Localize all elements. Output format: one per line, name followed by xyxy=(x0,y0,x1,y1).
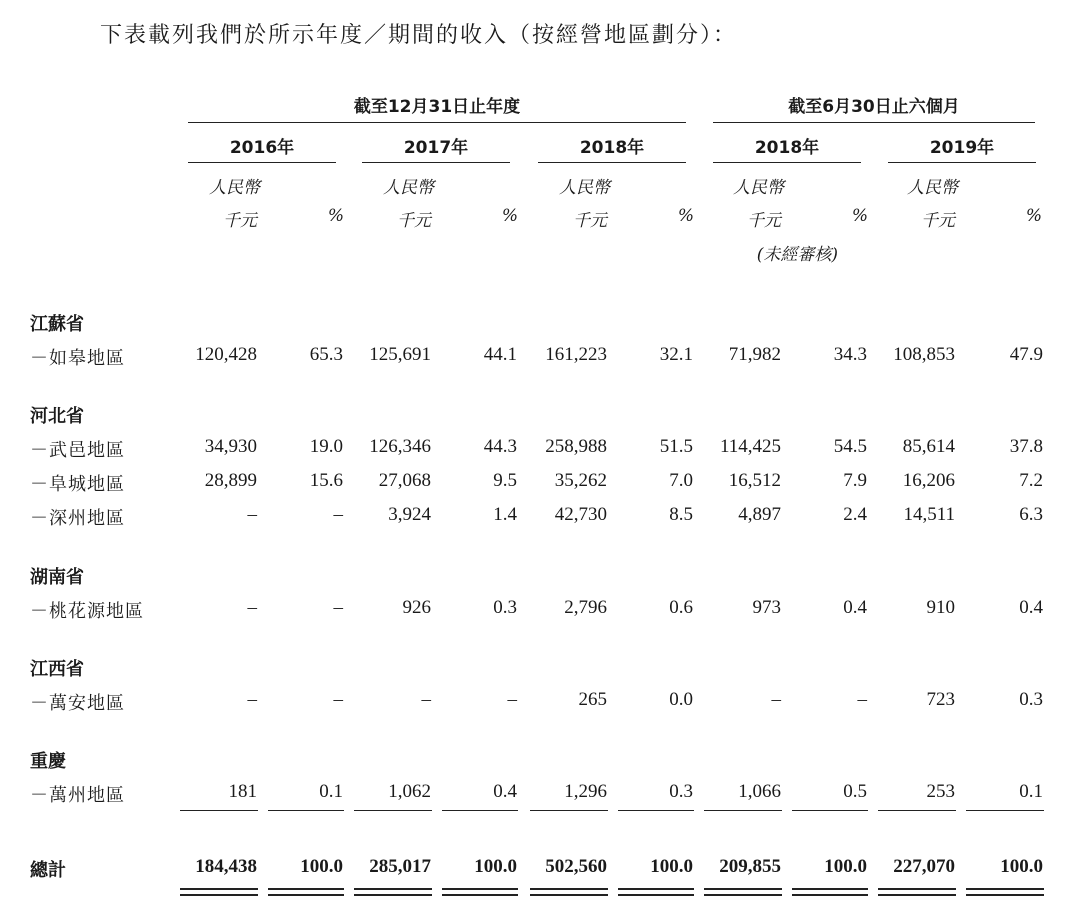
currency-label: 人民幣 xyxy=(559,178,610,198)
total-double-underline xyxy=(442,894,518,896)
province-label: 湖南省 xyxy=(30,567,84,588)
currency-label: 人民幣 xyxy=(907,178,958,198)
revenue-cell: 161,223 xyxy=(545,344,607,365)
subtotal-underline xyxy=(180,810,258,811)
percent-cell: 7.2 xyxy=(1019,470,1043,491)
revenue-cell: 34,930 xyxy=(204,436,257,457)
total-revenue-cell: 184,438 xyxy=(195,856,257,877)
percent-cell: 0.4 xyxy=(1019,597,1043,618)
total-revenue-cell: 227,070 xyxy=(893,856,955,877)
revenue-cell: 28,899 xyxy=(204,470,257,491)
subtotal-underline xyxy=(618,810,694,811)
revenue-cell: 2,796 xyxy=(564,597,607,618)
region-label: －武邑地區 xyxy=(30,440,125,461)
total-double-underline xyxy=(530,888,608,890)
percent-cell: 0.5 xyxy=(843,781,867,802)
revenue-cell: – xyxy=(247,504,257,525)
total-double-underline xyxy=(354,894,432,896)
year-underline xyxy=(713,162,861,163)
total-percent-cell: 100.0 xyxy=(474,856,517,877)
region-label: －如皋地區 xyxy=(30,348,125,369)
total-double-underline xyxy=(878,894,956,896)
revenue-cell: 14,511 xyxy=(903,504,955,525)
percent-label: % xyxy=(327,206,344,226)
percent-label: % xyxy=(501,206,518,226)
percent-cell: 0.6 xyxy=(669,597,693,618)
total-percent-cell: 100.0 xyxy=(1000,856,1043,877)
revenue-cell: – xyxy=(771,689,781,710)
total-double-underline xyxy=(530,894,608,896)
currency-label: 人民幣 xyxy=(383,178,434,198)
group-underline-half xyxy=(713,122,1035,123)
percent-cell: 32.1 xyxy=(659,344,693,365)
percent-cell: 1.4 xyxy=(493,504,517,525)
region-label: －萬安地區 xyxy=(30,693,125,714)
revenue-cell: 1,296 xyxy=(564,781,607,802)
percent-cell: 37.8 xyxy=(1009,436,1043,457)
revenue-cell: 125,691 xyxy=(369,344,431,365)
group-header-six-months: 截至6月30日止六個月 xyxy=(788,97,960,117)
revenue-cell: 16,512 xyxy=(728,470,781,491)
total-percent-cell: 100.0 xyxy=(300,856,343,877)
total-double-underline xyxy=(792,888,868,890)
revenue-cell: 71,982 xyxy=(728,344,781,365)
percent-cell: 19.0 xyxy=(309,436,343,457)
total-double-underline xyxy=(966,888,1044,890)
unaudited-label: (未經審核) xyxy=(756,245,838,265)
percent-cell: 7.0 xyxy=(669,470,693,491)
total-revenue-cell: 502,560 xyxy=(545,856,607,877)
percent-cell: 15.6 xyxy=(309,470,343,491)
total-double-underline xyxy=(704,888,782,890)
total-double-underline xyxy=(442,888,518,890)
percent-cell: 0.3 xyxy=(1019,689,1043,710)
revenue-cell: 126,346 xyxy=(369,436,431,457)
percent-cell: – xyxy=(333,689,343,710)
currency-label: 人民幣 xyxy=(733,178,784,198)
percent-cell: 44.3 xyxy=(483,436,517,457)
group-underline-year xyxy=(188,122,686,123)
percent-cell: 8.5 xyxy=(669,504,693,525)
percent-cell: – xyxy=(333,504,343,525)
revenue-cell: 1,062 xyxy=(388,781,431,802)
percent-cell: 34.3 xyxy=(833,344,867,365)
subtotal-underline xyxy=(966,810,1044,811)
year-header-2017: 2017年 xyxy=(403,138,469,158)
percent-cell: 9.5 xyxy=(493,470,517,491)
percent-cell: 2.4 xyxy=(843,504,867,525)
year-header-2019-h1: 2019年 xyxy=(929,138,995,158)
region-label: －桃花源地區 xyxy=(30,601,144,622)
province-label: 江蘇省 xyxy=(30,314,84,335)
total-double-underline xyxy=(268,888,344,890)
revenue-cell: 120,428 xyxy=(195,344,257,365)
subtotal-underline xyxy=(792,810,868,811)
revenue-cell: 181 xyxy=(228,781,257,802)
percent-cell: – xyxy=(333,597,343,618)
revenue-cell: 108,853 xyxy=(893,344,955,365)
percent-cell: – xyxy=(507,689,517,710)
unit-label: 千元 xyxy=(747,211,781,231)
total-double-underline xyxy=(878,888,956,890)
percent-label: % xyxy=(851,206,868,226)
percent-cell: 0.4 xyxy=(493,781,517,802)
total-double-underline xyxy=(618,894,694,896)
percent-cell: 0.1 xyxy=(1019,781,1043,802)
revenue-cell: 35,262 xyxy=(554,470,607,491)
total-double-underline xyxy=(180,888,258,890)
revenue-cell: 42,730 xyxy=(554,504,607,525)
percent-cell: 0.3 xyxy=(493,597,517,618)
subtotal-underline xyxy=(354,810,432,811)
revenue-cell: 4,897 xyxy=(738,504,781,525)
subtotal-underline xyxy=(442,810,518,811)
unit-label: 千元 xyxy=(573,211,607,231)
percent-cell: 65.3 xyxy=(309,344,343,365)
total-double-underline xyxy=(354,888,432,890)
revenue-cell: 258,988 xyxy=(545,436,607,457)
province-label: 河北省 xyxy=(30,406,84,427)
total-double-underline xyxy=(704,894,782,896)
total-label: 總計 xyxy=(30,860,66,881)
revenue-cell: 1,066 xyxy=(738,781,781,802)
currency-label: 人民幣 xyxy=(209,178,260,198)
region-label: －深州地區 xyxy=(30,508,125,529)
revenue-cell: – xyxy=(247,689,257,710)
year-underline xyxy=(362,162,510,163)
revenue-cell: 253 xyxy=(926,781,955,802)
year-header-2018: 2018年 xyxy=(579,138,645,158)
revenue-cell: 27,068 xyxy=(378,470,431,491)
year-underline xyxy=(188,162,336,163)
unit-label: 千元 xyxy=(921,211,955,231)
province-label: 江西省 xyxy=(30,659,84,680)
region-label: －阜城地區 xyxy=(30,474,125,495)
year-header-2018-h1: 2018年 xyxy=(754,138,820,158)
percent-cell: 0.4 xyxy=(843,597,867,618)
percent-cell: 44.1 xyxy=(483,344,517,365)
province-label: 重慶 xyxy=(30,751,66,772)
subtotal-underline xyxy=(878,810,956,811)
region-label: －萬州地區 xyxy=(30,785,125,806)
subtotal-underline xyxy=(704,810,782,811)
revenue-cell: 85,614 xyxy=(902,436,955,457)
total-double-underline xyxy=(792,894,868,896)
revenue-cell: 114,425 xyxy=(719,436,781,457)
total-percent-cell: 100.0 xyxy=(824,856,867,877)
total-double-underline xyxy=(180,894,258,896)
revenue-cell: 723 xyxy=(926,689,955,710)
percent-label: % xyxy=(677,206,694,226)
revenue-cell: 3,924 xyxy=(388,504,431,525)
revenue-cell: – xyxy=(421,689,431,710)
percent-cell: 47.9 xyxy=(1009,344,1043,365)
total-double-underline xyxy=(268,894,344,896)
percent-cell: 0.3 xyxy=(669,781,693,802)
percent-cell: 6.3 xyxy=(1019,504,1043,525)
revenue-cell: 973 xyxy=(752,597,781,618)
total-double-underline xyxy=(966,894,1044,896)
percent-cell: – xyxy=(857,689,867,710)
total-revenue-cell: 285,017 xyxy=(369,856,431,877)
unit-label: 千元 xyxy=(223,211,257,231)
year-underline xyxy=(538,162,686,163)
percent-cell: 51.5 xyxy=(659,436,693,457)
total-percent-cell: 100.0 xyxy=(650,856,693,877)
revenue-cell: 16,206 xyxy=(902,470,955,491)
percent-cell: 0.0 xyxy=(669,689,693,710)
subtotal-underline xyxy=(530,810,608,811)
revenue-cell: – xyxy=(247,597,257,618)
percent-cell: 0.1 xyxy=(319,781,343,802)
subtotal-underline xyxy=(268,810,344,811)
total-double-underline xyxy=(618,888,694,890)
intro-text: 下表載列我們於所示年度／期間的收入（按經營地區劃分）： xyxy=(100,23,738,48)
year-underline xyxy=(888,162,1036,163)
percent-cell: 54.5 xyxy=(833,436,867,457)
revenue-cell: 910 xyxy=(926,597,955,618)
group-header-year-ended: 截至12月31日止年度 xyxy=(353,97,521,117)
total-revenue-cell: 209,855 xyxy=(719,856,781,877)
percent-label: % xyxy=(1025,206,1042,226)
revenue-cell: 926 xyxy=(402,597,431,618)
year-header-2016: 2016年 xyxy=(229,138,295,158)
percent-cell: 7.9 xyxy=(843,470,867,491)
revenue-cell: 265 xyxy=(578,689,607,710)
unit-label: 千元 xyxy=(397,211,431,231)
